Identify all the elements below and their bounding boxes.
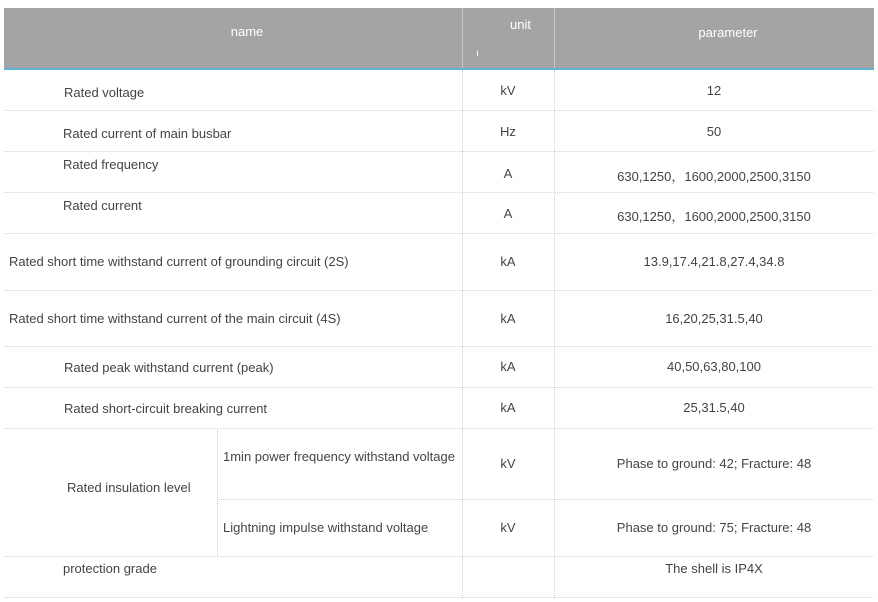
row-name: Rated current of main busbar: [63, 126, 232, 141]
header-name: name: [230, 24, 264, 39]
row-unit: A: [503, 166, 513, 181]
row-name: protection grade: [63, 561, 157, 576]
row-unit: A: [503, 206, 513, 221]
row-name: Rated short time withstand current of grounding circuit (2S): [9, 254, 349, 269]
row-param: 16,20,25,31.5,40: [665, 311, 763, 326]
row-unit: kA: [500, 400, 516, 415]
row-unit: kA: [500, 254, 516, 269]
sub-row-name: Lightning impulse withstand voltage: [223, 520, 429, 535]
header-unit: unit: [510, 17, 531, 32]
row-name: Rated voltage: [64, 85, 145, 100]
row-param: The shell is IP4X: [665, 561, 763, 576]
row-name: Rated frequency: [63, 157, 159, 172]
row-name: Rated short time withstand current of the main circuit (4S): [9, 311, 341, 326]
row-param: 25,31.5,40: [683, 400, 745, 415]
row-param: 630,1250，1600,2000,2500,3150: [617, 169, 811, 184]
sub-row-unit: kV: [500, 456, 516, 471]
row-name: Rated current: [63, 198, 142, 213]
row-param: 50: [706, 124, 722, 139]
header-unit-cell: [462, 8, 554, 68]
row-param: 630,1250，1600,2000,2500,3150: [617, 209, 811, 224]
row-unit: kA: [500, 359, 516, 374]
row-param: 40,50,63,80,100: [667, 359, 761, 374]
header-name-cell: [4, 8, 462, 68]
spec-table: [4, 8, 874, 598]
sub-row-param: Phase to ground: 42; Fracture: 48: [616, 456, 812, 471]
row-name: Rated peak withstand current (peak): [64, 360, 274, 375]
row-name: Rated short-circuit breaking current: [64, 401, 268, 416]
header-unit-sub: ı: [476, 48, 479, 59]
sub-row-unit: kV: [500, 520, 516, 535]
header-parameter-cell: [554, 8, 874, 68]
row-param: 12: [706, 83, 722, 98]
row-unit: kV: [500, 83, 516, 98]
row-param: 13.9,17.4,21.8,27.4,34.8: [643, 254, 785, 269]
table-header: [4, 8, 874, 70]
row-unit: kA: [500, 311, 516, 326]
header-parameter: parameter: [698, 25, 758, 40]
sub-row-param: Phase to ground: 75; Fracture: 48: [616, 520, 812, 535]
sub-row-name: 1min power frequency withstand voltage: [223, 449, 455, 464]
row-unit: Hz: [500, 124, 516, 139]
insulation-name: Rated insulation level: [67, 480, 191, 495]
